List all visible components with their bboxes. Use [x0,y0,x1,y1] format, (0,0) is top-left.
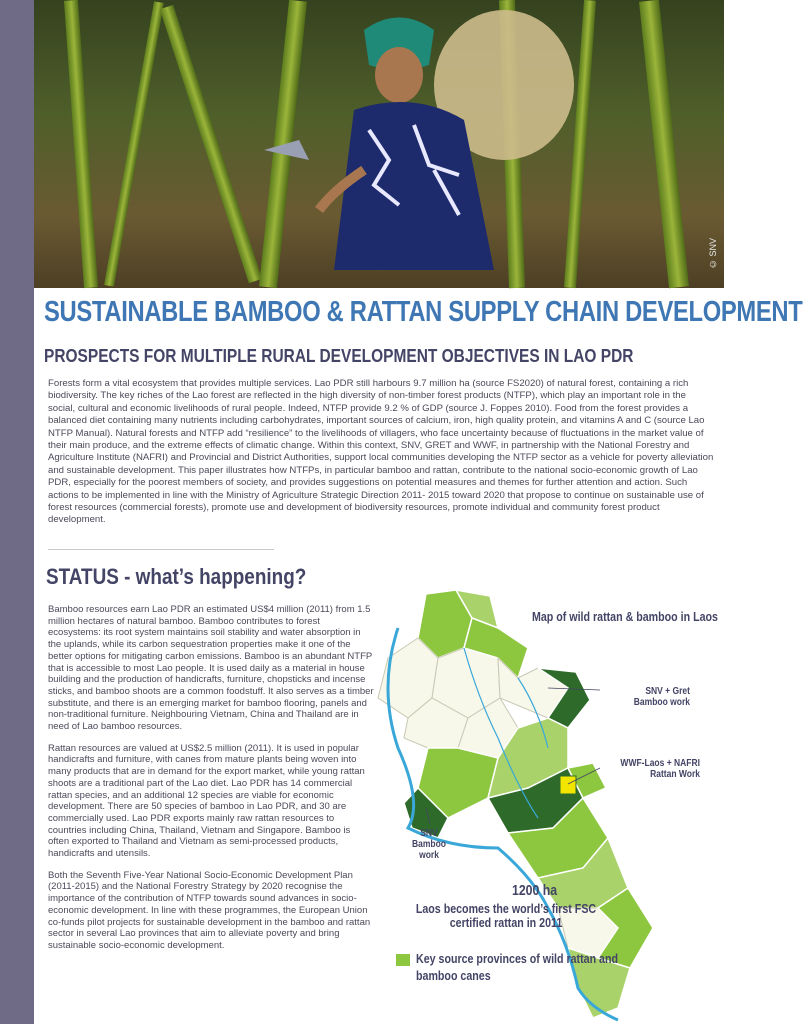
map-label-snv-gret: SNV + Gret Bamboo work [633,686,690,708]
fsc-note: Laos becomes the world’s first FSC certified rattan in 2011 [415,901,597,930]
cover-photo [34,0,724,288]
status-heading: STATUS - what’s happening? [46,564,307,589]
legend-swatch [396,954,410,966]
map-label-snv: SNV Bamboo work [412,828,446,861]
page-subtitle: PROSPECTS FOR MULTIPLE RURAL DEVELOPMENT OBJECTIVES IN LAO PDR [44,346,634,366]
photo-credit: © SNV [708,238,718,270]
section-divider [48,549,274,550]
status-paragraph-policy: Both the Seventh Five-Year National Socio-Economic Development Plan (2011-2015) and the National Forestry Strategy by 2020 recognise the importance of the contribution of NTFP towards sound advances in socio-economic development. In line with these programmes, the European Union co-funds pilot projects for sustainable development in the bamboo and rattan sector in several Lao provinces that aim to alleviate poverty and bring sustainable socio-economic development. [48,869,371,951]
map-title: Map of wild rattan & bamboo in Laos [532,609,718,624]
legend-label: Key source provinces of wild rattan and bamboo canes [416,951,619,983]
map-highlight-area [560,776,576,794]
status-paragraph-rattan: Rattan resources are valued at US$2.5 million (2011). It is used in popular handicrafts and furniture, with canes from mature plants being woven into many products that are in demand for the export market, while young rattan shoots are a traditional part of the Lao diet. Lao PDR has 14 commercial rattan species, and an additional 12 species are viable for economic development. There are 50 species of bamboo in Lao PDR, and 30 are commercially used. Lao PDR exports mainly raw rattan resources to countries including China, Thailand, Vietnam and Singapore. Bamboo is often exported to Thailand and Vietnam as semi-processed products, handicrafts and utensils. [48,742,365,860]
map-label-wwf-nafri: WWF-Laos + NAFRI Rattan Work [620,758,700,780]
left-accent-band [0,0,34,1024]
status-body [48,604,374,962]
hectares-figure: 1200 ha [512,882,558,899]
status-paragraph-bamboo: Bamboo resources earn Lao PDR an estimated US$4 million (2011) from 1.5 million hectares of natural bamboo. Bamboo contributes to forest ecosystems: its root system maintains soil stability and water absorption in the uplands, while its carbon sequestration properties make it one of the better options for mitigating carbon emissions. Bamboo is an abundant NTFP that is accessible to most Lao people. It is used daily as a material in house building and the production of handicrafts, furniture, chopsticks and incense sticks, and bamboo shoots are a common foodstuff. It also serves as a timber substitute, and there is an emerging market for bamboo flooring, panels and non-traditional furniture. Neighbouring Vietnam, China and Thailand are in need of Lao bamboo resources. [48,604,374,733]
page-title: SUSTAINABLE BAMBOO & RATTAN SUPPLY CHAIN DEVELOPMENT [44,296,803,328]
woman-silhouette [34,0,724,288]
intro-paragraph: Forests form a vital ecosystem that provides multiple services. Lao PDR still harbours 9.7 million ha (source FS2020) of natural forest, containing a rich biodiversity. The key riches of the Lao forest are reflected in the high diversity of non-timber forest products (NTFP), which play an important role in the social, cultural and economic livelihoods of rural people. Indeed, NTFP provide 9.2 % of GDP (source J. Foppes 2010). Food from the forest provides a balanced diet containing many nutrients including carbohydrates, important sources of calcium, iron, high quality protein, and vitamins A and C (source Lao NTFP Manual). Natural forests and NTFP add “resilience” to the livelihoods of villagers, who face uncertainty because of fluctuations in the market value of their main produce, and the extreme effects of climatic change. Within this context, SNV, GRET and WWF, in partnership with the National Forestry and Agriculture Institute (NAFRI) and Provincial and District Authorities, support local communities developing the NTFP sector as a vehicle for poverty alleviation and sustainable development. This paper illustrates how NTFPs, in particular bamboo and rattan, contribute to the national socio-economic growth of Lao PDR, especially for the poorest members of society, and provides suggestions on potential measures and themes for further attention and action. Such actions to be implemented in line with the Ministry of Agriculture Strategic Direction 2011- 2015 toward 2020 that propose to continue on sustainable use of forest resources (commercial forests), promote use and development of biodiversity resources, promote individual and community forest product development. [48,378,714,526]
